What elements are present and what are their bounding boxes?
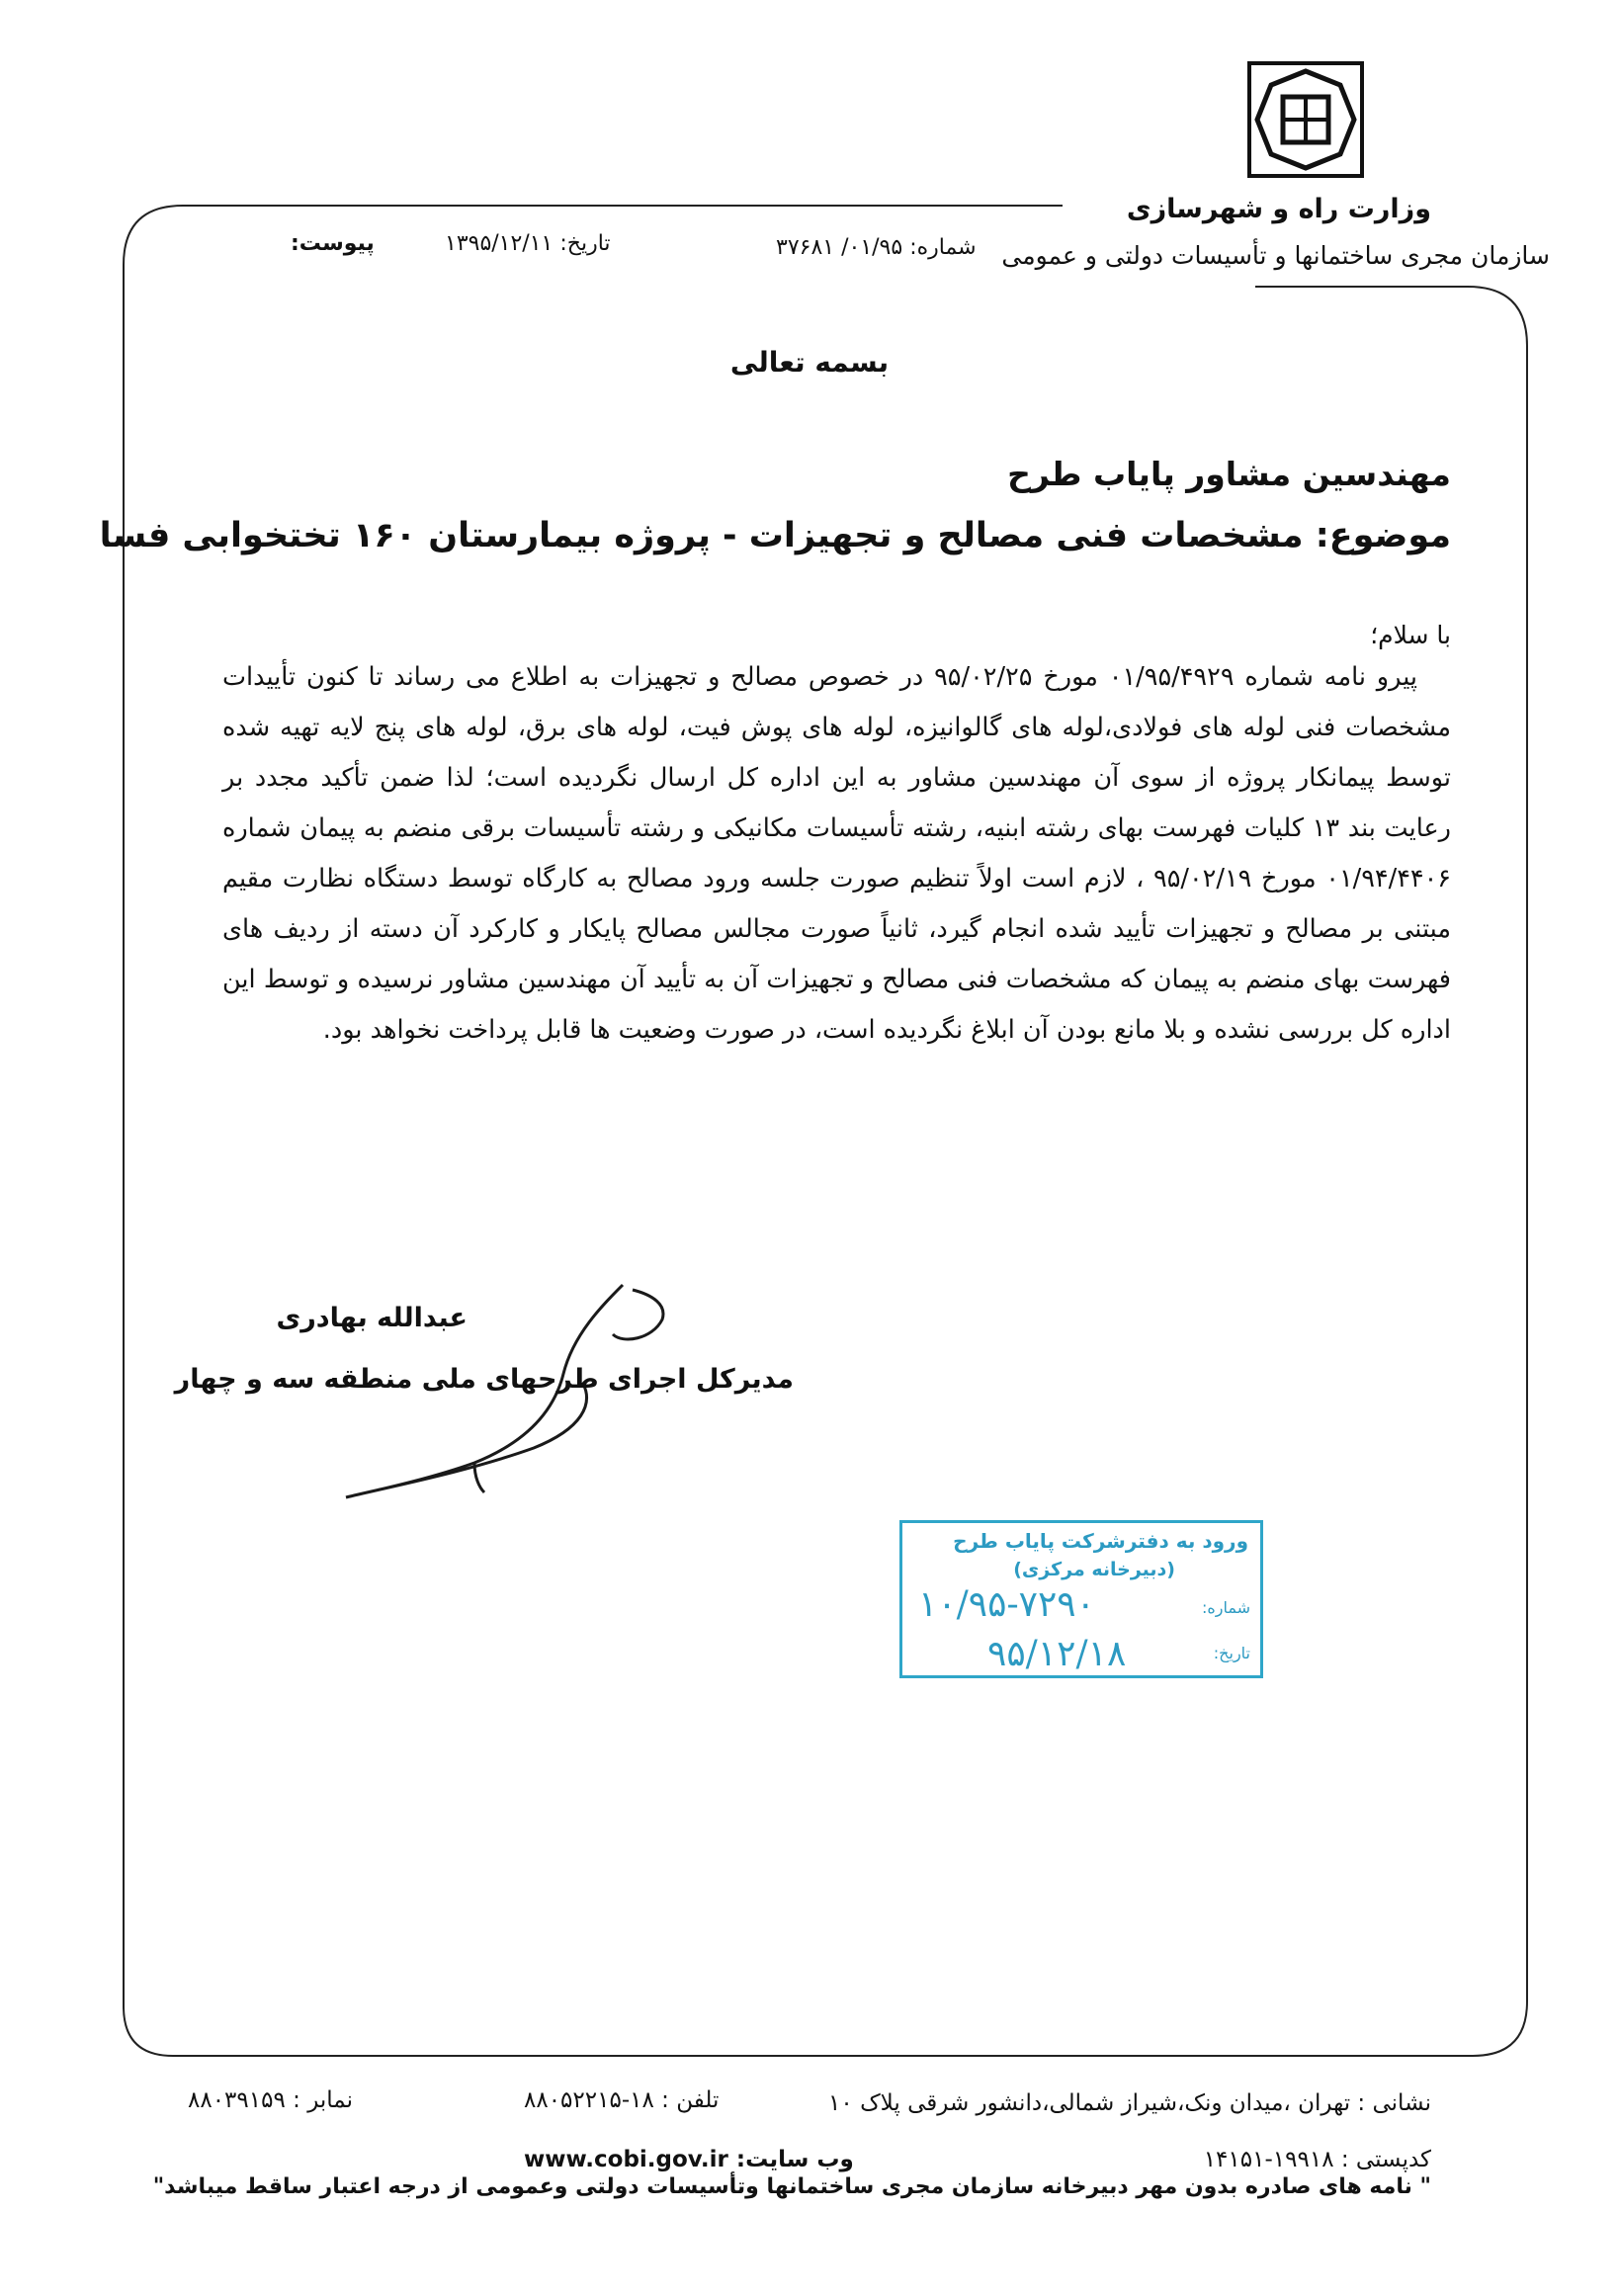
letter-number-label: شماره:: [909, 235, 977, 260]
letter-date-value: ۱۳۹۵/۱۲/۱۱: [445, 231, 554, 256]
stamp-date-value: ۹۵/۱۲/۱۸: [987, 1634, 1127, 1674]
website-label: وب سایت:: [735, 2147, 854, 2172]
footer-postcode: کدپستی : ۱۹۹۱۸-۱۴۱۵۱: [1203, 2147, 1431, 2172]
stamp-number-label: شماره:: [1201, 1598, 1250, 1617]
footer-address: نشانی : تهران ،میدان ونک،شیراز شمالی،دانشور شرقی پلاک ۱۰: [828, 2090, 1431, 2116]
subject-line: موضوع: مشخصات فنی مصالح و تجهیزات - پروژه بیمارستان ۱۶۰ تختخوابی فسا: [99, 516, 1451, 555]
signer-title: مدیرکل اجرای طرحهای ملی منطقه سه و چهار: [174, 1364, 794, 1395]
ministry-logo: [1247, 61, 1364, 178]
website-url[interactable]: www.cobi.gov.ir: [524, 2147, 728, 2172]
body-paragraph: پیرو نامه شماره ۰۱/۹۵/۴۹۲۹ مورخ ۹۵/۰۲/۲۵ در خصوص مصالح و تجهیزات به اطلاع می رساند تا کنون تأییدات مشخصات فنی لوله های فولادی،لوله های گالوانیزه، لوله های پوش فیت، لوله های برق، لوله های پنج لایه تهیه شده توسط پیمانکار پروژه از سوی آن مهندسین مشاور به این اداره کل ارسال نگردیده است؛ لذا ضمن تأکید مجدد بر رعایت بند ۱۳ کلیات فهرست بهای رشته ابنیه، رشته تأسیسات مکانیکی و رشته تأسیسات برقی منضم به پیمان شماره ۰۱/۹۴/۴۴۰۶ مورخ ۹۵/۰۲/۱۹ ، لازم است اولاً تنظیم صورت جلسه ورود مصالح به کارگاه توسط دستگاه نظارت مقیم مبتنی بر مصالح و تجهیزات تأیید شده انجام گیرد، ثانیاً صورت مجالس مصالح پایکار و کارکرد آن دسته از ردیف های فهرست بهای منضم به پیمان که مشخصات فنی مصالح و تجهیزات آن به تأیید آن مهندسین مشاور نرسیده و توسط این اداره کل بررسی نشده و بلا مانع بودن آن ابلاغ نگردیده است، در صورت وضعیت ها قابل پرداخت نخواهد بود.: [222, 662, 1452, 1045]
invocation-heading: بسمه تعالی: [729, 346, 890, 379]
footer-fax: نمابر : ۸۸۰۳۹۱۵۹: [188, 2087, 353, 2113]
letter-body: [222, 652, 1451, 1056]
stamp-title: ورود به دفترشرکت پایاب طرح: [953, 1529, 1248, 1553]
letter-date: [445, 231, 611, 256]
stamp-number-value: ۱۰/۹۵-۷۲۹۰: [918, 1584, 1095, 1625]
stamp-subtitle: (دبیرخانه مرکزی): [1013, 1559, 1175, 1580]
greeting: با سلام؛: [1370, 621, 1451, 649]
ministry-name: وزارت راه و شهرسازی: [1126, 194, 1431, 224]
footer-website: [524, 2147, 854, 2172]
received-stamp: [899, 1520, 1263, 1678]
stamp-date-label: تاریخ:: [1213, 1644, 1250, 1662]
letter-number: [776, 235, 977, 260]
letter-date-label: تاریخ:: [559, 231, 611, 256]
footer-phone: تلفن : ۱۸-۸۸۰۵۲۲۱۵: [524, 2087, 720, 2113]
recipient: مهندسین مشاور پایاب طرح: [1007, 455, 1451, 493]
attachment-label: پیوست:: [291, 231, 375, 256]
footer-disclaimer: " نامه های صادره بدون مهر دبیرخانه سازمان مجری ساختمانها وتأسیسات دولتی وعمومی از درجه اعتبار ساقط میباشد": [152, 2174, 1431, 2199]
signer-name: عبدالله بهادری: [276, 1303, 468, 1333]
organization-name: سازمان مجری ساختمانها و تأسیسات دولتی و عمومی: [1001, 241, 1550, 270]
letter-number-value: ۰۱/۹۵/ ۳۷۶۸۱: [776, 235, 903, 260]
